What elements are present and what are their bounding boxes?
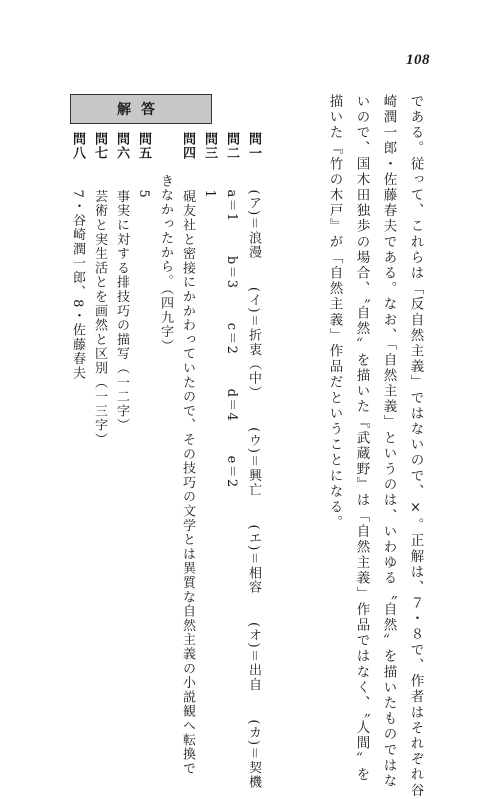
answer-q2-a: a＝1 [224, 189, 239, 223]
answer-q8-text: 7・谷崎潤一郎、8・佐藤春夫 [70, 189, 85, 381]
answer-q2-b: b＝3 [224, 255, 239, 290]
answer-q5 [137, 132, 150, 732]
answer-q1-e: (オ)＝出自 [246, 621, 261, 692]
page-number: 108 [406, 52, 430, 68]
body-line-1: である。従って、これらは「反自然主義」ではないので、×。正解は、７・８で、作者はそれぞれ谷 [407, 94, 424, 799]
answer-q1 [246, 132, 261, 790]
answer-q1-b: (イ)＝折衷（中） [246, 286, 261, 400]
answer-q3-text: 1 [202, 189, 217, 200]
question-label: 問七 [92, 132, 107, 161]
question-label: 問五 [136, 132, 151, 161]
question-label: 問三 [202, 132, 217, 161]
answer-q1-c: (ウ)＝興亡 [246, 427, 261, 498]
question-label: 問二 [224, 132, 239, 161]
answers-header: 解答 [70, 94, 212, 124]
answer-q7 [93, 132, 106, 732]
answer-q6 [115, 132, 128, 732]
answer-q5-text: 5 [136, 189, 151, 200]
answer-q4-line1: 硯友社と密接にかかわっていたので、その技巧の文学とは異質な自然主義の小説観へ転換で [180, 189, 195, 776]
body-line-2: 崎潤一郎・佐藤春夫である。なお、「自然主義」というのは、いわゆる〝自然〟を描いたものではな [380, 94, 397, 790]
answer-q1-f: (カ)＝契機 [246, 719, 261, 790]
answer-q2-c: c＝2 [224, 322, 239, 356]
answer-q3 [203, 132, 216, 732]
answer-q2-d: d＝4 [224, 388, 239, 423]
body-line-4: 描いた『竹の木戸』が「自然主義」作品だということになる。 [326, 94, 343, 531]
question-label: 問一 [246, 132, 261, 161]
answer-q4-line2: きなかったから。（四九字） [158, 174, 173, 354]
answer-q6-text: 事実に対する排技巧の描写（一二字） [114, 189, 129, 433]
answer-q4 [180, 132, 195, 776]
answer-q8 [71, 132, 84, 732]
answer-q7-text: 芸術と実生活とを画然と区別（一三字） [92, 189, 107, 447]
question-label: 問四 [180, 132, 195, 161]
answer-q1-a: (ア)＝浪漫 [246, 189, 261, 260]
answer-q2-e: e＝2 [224, 455, 239, 489]
body-line-3: いので、国木田独歩の場合、〝自然〟を描いた『武蔵野』は「自然主義」作品ではなく、〝人間〟を [353, 94, 370, 783]
question-label: 問八 [70, 132, 85, 161]
question-label: 問六 [114, 132, 129, 161]
answer-q2 [225, 132, 238, 732]
answer-q1-d: (エ)＝相容 [246, 524, 261, 595]
